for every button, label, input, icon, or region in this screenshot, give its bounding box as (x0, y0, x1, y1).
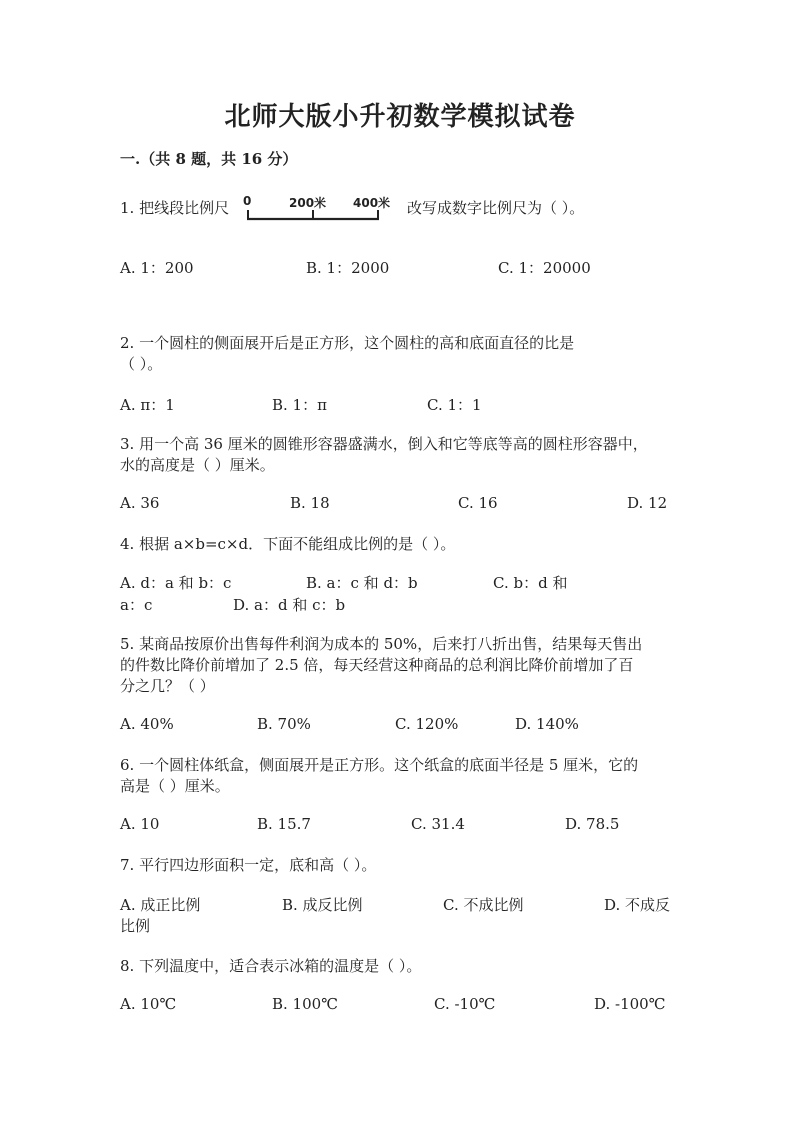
question-5-line-1: 5. 某商品按原价出售每件利润为成本的 50%，后来打八折出售，结果每天售出 (120, 635, 643, 653)
question-3-line-2: 水的高度是（ ）厘米。 (120, 456, 275, 474)
linear-scale-figure (243, 194, 393, 224)
q4-option-d: D. a：d 和 c：b (233, 596, 346, 614)
scale-bar (243, 194, 393, 224)
q6-option-a: A. 10 (120, 815, 160, 833)
q4-option-c: C. b：d 和 (493, 574, 568, 592)
q6-option-c: C. 31.4 (411, 815, 465, 833)
question-6-line-2: 高是（ ）厘米。 (120, 777, 230, 795)
scale-label-200: 200米 (289, 196, 327, 210)
question-3-line-1: 3. 用一个高 36 厘米的圆锥形容器盛满水，倒入和它等底等高的圆柱形容器中， (120, 435, 648, 453)
q3-option-a: A. 36 (120, 494, 160, 512)
q1-option-a: A. 1：200 (120, 259, 194, 277)
q5-option-b: B. 70% (257, 715, 311, 733)
scale-label-400: 400米 (353, 196, 391, 210)
question-1-prefix: 1. 把线段比例尺 (120, 199, 230, 217)
q1-option-b: B. 1：2000 (306, 259, 390, 277)
q7-option-b: B. 成反比例 (282, 896, 363, 914)
q6-option-d: D. 78.5 (565, 815, 620, 833)
question-2-line-1: 2. 一个圆柱的侧面展开后是正方形，这个圆柱的高和底面直径的比是 (120, 334, 575, 352)
q7-option-d: D. 不成反 (604, 896, 671, 914)
question-1-suffix: 改写成数字比例尺为（ ）。 (407, 199, 585, 217)
q6-option-b: B. 15.7 (257, 815, 311, 833)
q1-option-c: C. 1：20000 (498, 259, 591, 277)
q3-option-d: D. 12 (627, 494, 668, 512)
section-heading: 一.（共 8 题，共 16 分） (120, 150, 298, 168)
q3-option-c: C. 16 (458, 494, 498, 512)
q7-option-c: C. 不成比例 (443, 896, 524, 914)
q4-option-a: A. d：a 和 b：c (120, 574, 232, 592)
q7-option-d-continued: 比例 (120, 917, 151, 935)
q2-option-c: C. 1：1 (427, 396, 482, 414)
q5-option-a: A. 40% (120, 715, 174, 733)
q4-option-c-continued: a：c (120, 596, 153, 614)
q3-option-b: B. 18 (290, 494, 330, 512)
q8-option-a: A. 10℃ (120, 995, 177, 1013)
q7-option-a: A. 成正比例 (120, 896, 201, 914)
q8-option-b: B. 100℃ (272, 995, 338, 1013)
question-5-line-3: 分之几？（ ） (120, 677, 215, 695)
q4-option-b: B. a：c 和 d：b (306, 574, 418, 592)
question-4-line-1: 4. 根据 a×b=c×d．下面不能组成比例的是（ ）。 (120, 535, 456, 553)
question-8-line-1: 8. 下列温度中，适合表示冰箱的温度是（ ）。 (120, 957, 422, 975)
q8-option-c: C. -10℃ (434, 995, 496, 1013)
q2-option-a: A. π：1 (120, 396, 175, 414)
q5-option-d: D. 140% (515, 715, 579, 733)
q5-option-c: C. 120% (395, 715, 459, 733)
q2-option-b: B. 1：π (272, 396, 327, 414)
question-2-line-2: （ ）。 (120, 355, 163, 373)
question-7-line-1: 7. 平行四边形面积一定，底和高（ ）。 (120, 856, 377, 874)
scale-label-0: 0 (243, 194, 252, 208)
question-6-line-1: 6. 一个圆柱体纸盒，侧面展开是正方形。这个纸盒的底面半径是 5 厘米，它的 (120, 756, 639, 774)
q8-option-d: D. -100℃ (594, 995, 666, 1013)
page-title: 北师大版小升初数学模拟试卷 (224, 102, 576, 132)
question-5-line-2: 的件数比降价前增加了 2.5 倍，每天经营这种商品的总利润比降价前增加了百 (120, 656, 634, 674)
